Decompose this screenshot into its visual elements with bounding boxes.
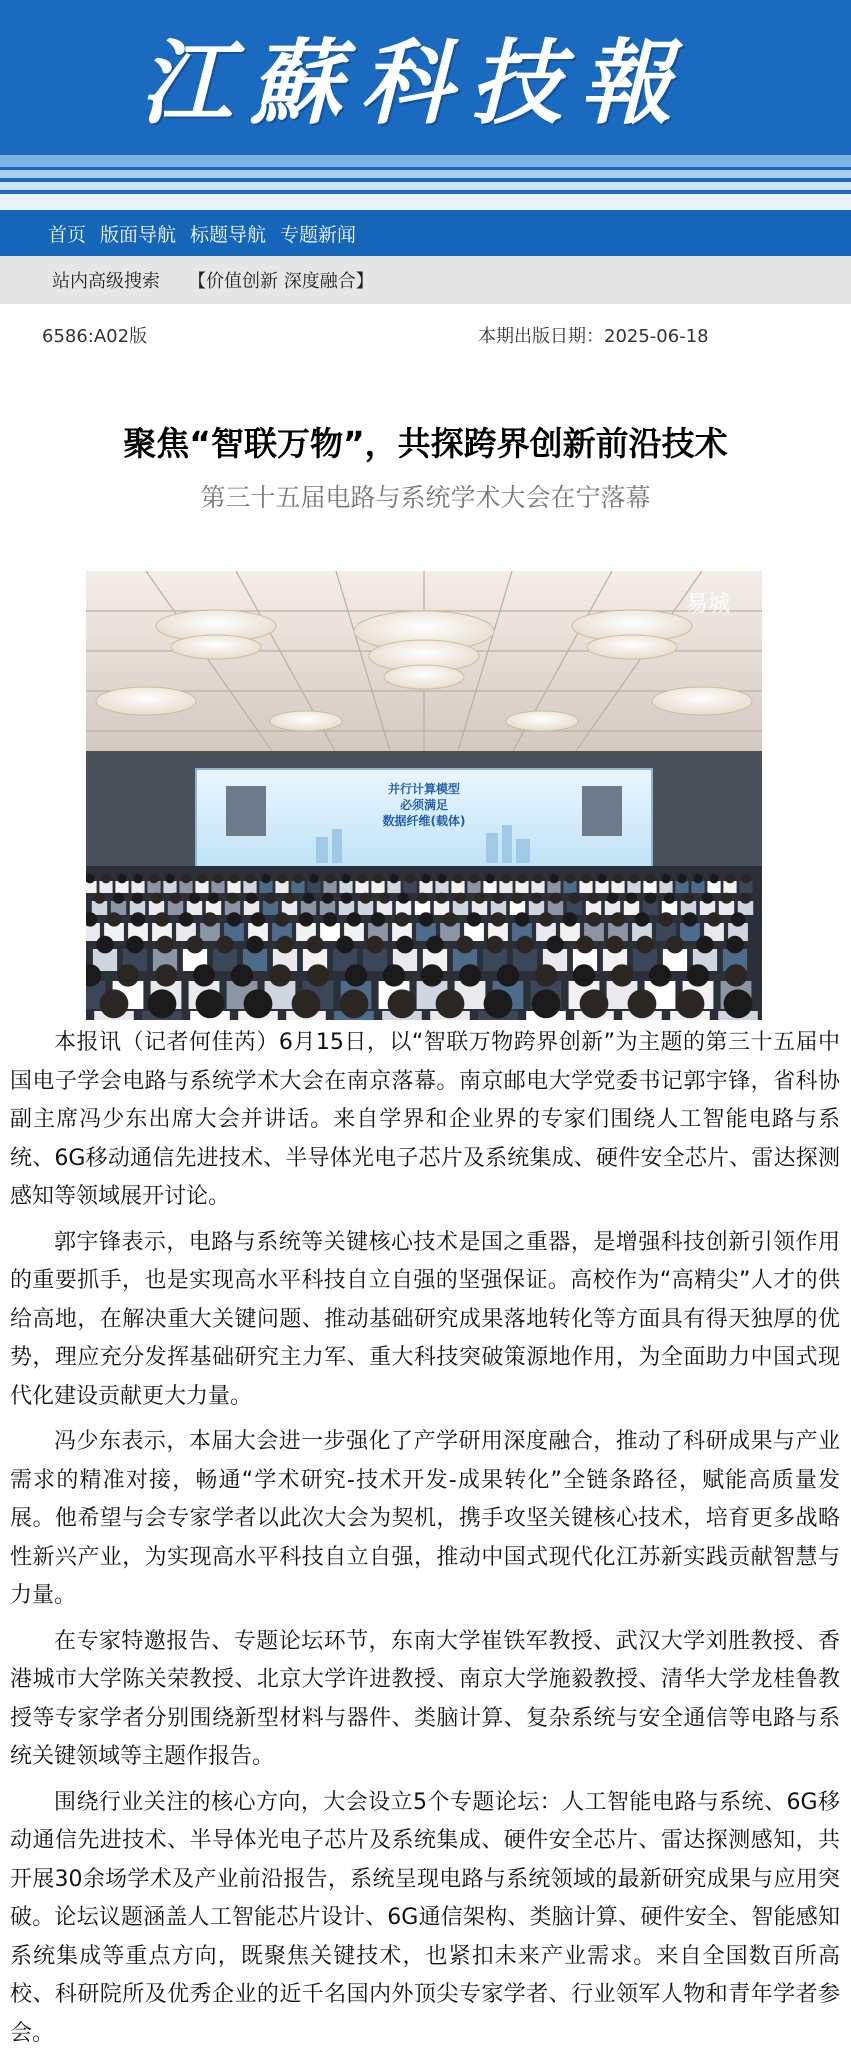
masthead-stripe	[0, 194, 851, 210]
article-paragraph: 冯少东表示，本届大会进一步强化了产学研用深度融合，推动了科研成果与产业需求的精准对接，畅通“学术研究-技术开发-成果转化”全链条路径，赋能高质量发展。他希望与会专家学者以此次大会为契机，携手攻坚关键核心技术，培育更多战略性新兴产业，为实现高水平科技自立自强，推动中国式现代化江苏新实践贡献智慧与力量。	[10, 1429, 840, 1608]
article-paragraph: 在专家特邀报告、专题论坛环节，东南大学崔铁军教授、武汉大学刘胜教授、香港城市大学陈关荣教授、北京大学许进教授、南京大学施毅教授、清华大学龙桂鲁教授等专家学者分别围绕新型材料与器件、类脑计算、复杂系统与安全通信等电路与系统关键领域等主题作报告。	[10, 1628, 840, 1769]
article-paragraph: 围绕行业关注的核心方向，大会设立5个专题论坛：人工智能电路与系统、6G移动通信先进技术、半导体光电子芯片及系统集成、硬件安全芯片、雷达探测感知，共开展30余场学术及产业前沿报告，系统呈现电路与系统领域的最新研究成果与应用突破。论坛议题涵盖人工智能芯片设计、6G通信架构、类脑计算、硬件安全、智能感知系统集成等重点方向，既聚焦关键技术，也紧扣未来产业需求。来自全国数百所高校、科研院所及优秀企业的近千名国内外顶尖专家学者、行业领军人物和青年学者参会。	[10, 1789, 840, 2046]
screen-text-line2: 必须满足	[399, 798, 449, 812]
nav-home-link[interactable]: 首页	[48, 223, 87, 246]
conference-photo	[86, 571, 762, 1020]
photo-watermark: 易城	[686, 592, 731, 617]
publish-date: 本期出版日期：2025-06-18	[478, 326, 709, 347]
edition-page: 6586:A02版	[42, 326, 148, 347]
masthead	[0, 0, 851, 210]
article-title: 聚焦“智联万物”，共探跨界创新前沿技术	[123, 424, 728, 463]
masthead-stripe	[0, 170, 851, 178]
nav-titles-link[interactable]: 标题导航	[190, 223, 267, 246]
conference-photo-image	[86, 571, 762, 1020]
masthead-stripe	[0, 155, 851, 167]
article-body	[10, 1024, 840, 2060]
advanced-search-link[interactable]: 站内高级搜索	[52, 271, 160, 292]
article-subtitle: 第三十五届电路与系统学术大会在宁落幕	[200, 483, 651, 512]
screen-text-line1: 并行计算模型	[387, 782, 461, 796]
article-paragraph: 本报讯（记者何佳芮）6月15日，以“智联万物跨界创新”为主题的第三十五届中国电子学会电路与系统学术大会在南京落幕。南京邮电大学党委书记郭宇锋，省科协副主席冯少东出席大会并讲话。来自学界和企业界的专家们围绕人工智能电路与系统、6G移动通信先进技术、半导体光电子芯片及系统集成、硬件安全芯片、雷达探测感知等领域展开讨论。	[10, 1030, 840, 1209]
slogan-text: 【价值创新 深度融合】	[188, 271, 374, 292]
nav-special-link[interactable]: 专题新闻	[280, 223, 357, 246]
article-paragraph: 郭宇锋表示，电路与系统等关键核心技术是国之重器，是增强科技创新引领作用的重要抓手，也是实现高水平科技自立自强的坚强保证。高校作为“高精尖”人才的供给高地，在解决重大关键问题、推动基础研究成果落地转化等方面具有得天独厚的优势，理应充分发挥基础研究主力军、重大科技突破策源地作用，为全面助力中国式现代化建设贡献更大力量。	[10, 1229, 840, 1409]
newspaper-logo[interactable]: 江蘇科技報	[140, 29, 691, 137]
screen-text-line3: 数据纤维(载体)	[382, 814, 466, 828]
nav-layout-link[interactable]: 版面导航	[100, 223, 177, 246]
masthead-stripe	[0, 182, 851, 190]
main-nav	[0, 210, 851, 256]
search-bar	[0, 256, 851, 304]
